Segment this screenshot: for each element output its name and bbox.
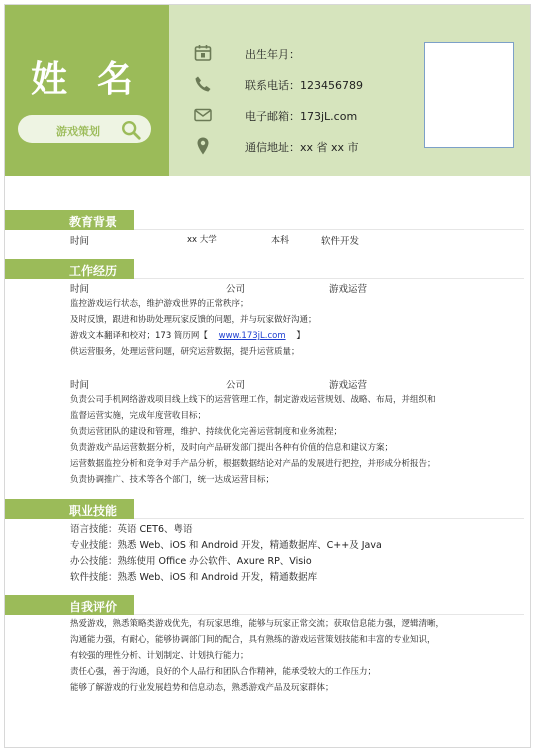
job1-duty: 供运营服务，处理运营问题，研究运营数据，提升运营质量； bbox=[70, 347, 300, 357]
calendar-icon bbox=[193, 43, 213, 63]
job1-company: 公司 bbox=[226, 284, 246, 295]
job2-duty: 负责协调推广、技术等各个部门，统一达成运营目标； bbox=[70, 475, 275, 485]
job1-duty-prefix: 游戏文本翻译和校对；173 简历网【 bbox=[70, 331, 208, 341]
job1-duty-link-line bbox=[70, 329, 305, 341]
search-icon bbox=[120, 119, 142, 141]
section-title-skills: 职业技能 bbox=[69, 504, 118, 518]
job2-company: 公司 bbox=[226, 380, 246, 391]
divider bbox=[134, 614, 524, 615]
section-work bbox=[5, 259, 134, 279]
job-title-pill bbox=[18, 115, 151, 143]
birth-text: 出生年月： bbox=[245, 48, 300, 61]
phone-icon bbox=[193, 74, 213, 94]
job2-role: 游戏运营 bbox=[329, 380, 368, 391]
job1-role: 游戏运营 bbox=[329, 284, 368, 295]
self-eval-line: 沟通能力强，有耐心，能够协调部门间的配合，具有熟练的游戏运营策划技能和丰富的专业知识， bbox=[70, 635, 436, 645]
skill-item: 软件技能：熟悉 Web、iOS 和 Android 开发，精通数据库 bbox=[70, 572, 318, 583]
self-eval-line: 责任心强，善于沟通，良好的个人品行和团队合作精神，能承受较大的工作压力； bbox=[70, 667, 377, 677]
job2-time: 时间 bbox=[70, 380, 90, 391]
resume-site-link[interactable]: www.173jL.com bbox=[218, 331, 286, 341]
resume-page bbox=[4, 4, 531, 748]
job1-time: 时间 bbox=[70, 284, 90, 295]
job1-duty: 监控游戏运行状态，维护游戏世界的正常秩序； bbox=[70, 299, 249, 309]
skill-item: 办公技能：熟练使用 Office 办公软件、Axure RP、Visio bbox=[70, 556, 312, 567]
divider bbox=[134, 278, 524, 279]
name-block bbox=[5, 5, 169, 176]
job2-duty: 负责运营团队的建设和管理，维护、持续优化完善运营制度和业务流程； bbox=[70, 427, 343, 437]
section-skills bbox=[5, 499, 134, 519]
address-text: 通信地址：xx 省 xx 市 bbox=[245, 141, 359, 154]
divider bbox=[134, 518, 524, 519]
edu-school: xx 大学 bbox=[187, 235, 217, 245]
person-name: 姓名 bbox=[30, 59, 163, 100]
job2-duty: 负责公司手机网络游戏项目线上线下的运营管理工作，制定游戏运营规划、战略、布局，并组织和 bbox=[70, 395, 436, 405]
job2-duty: 运营数据监控分析和竞争对手产品分析，根据数据结论对产品的发展进行把控，并形成分析报告； bbox=[70, 459, 436, 469]
job-title: 游戏策划 bbox=[56, 125, 100, 138]
job1-duty: 及时反馈，跟进和协助处理玩家反馈的问题，并与玩家做好沟通； bbox=[70, 315, 317, 325]
job2-duty: 监督运营实施，完成年度营收目标； bbox=[70, 411, 207, 421]
self-eval-line: 有较强的理性分析、计划制定、计划执行能力； bbox=[70, 651, 249, 661]
photo-placeholder bbox=[424, 42, 514, 148]
edu-degree: 本科 bbox=[271, 236, 290, 246]
mail-icon bbox=[193, 105, 213, 125]
edu-major: 软件开发 bbox=[321, 236, 360, 247]
skill-item: 专业技能：熟悉 Web、iOS 和 Android 开发，精通数据库、C++及 Java bbox=[70, 540, 382, 551]
email-text: 电子邮箱：173jL.com bbox=[245, 110, 358, 123]
self-eval-line: 能够了解游戏的行业发展趋势和信息动态，熟悉游戏产品及玩家群体； bbox=[70, 683, 334, 693]
self-eval-line: 热爱游戏，熟悉策略类游戏优先，有玩家思维，能够与玩家正常交流；获取信息能力强，逻辑清晰， bbox=[70, 619, 445, 629]
phone-text: 联系电话：123456789 bbox=[245, 79, 363, 92]
section-self-evaluation bbox=[5, 595, 134, 615]
edu-time: 时间 bbox=[70, 236, 90, 247]
section-title-self-evaluation: 自我评价 bbox=[69, 600, 118, 614]
section-education bbox=[5, 210, 134, 230]
header bbox=[5, 5, 531, 176]
section-title-education: 教育背景 bbox=[69, 215, 118, 229]
job1-duty-suffix: 】 bbox=[296, 331, 305, 341]
section-title-work: 工作经历 bbox=[69, 264, 118, 278]
skill-item: 语言技能：英语 CET6、粤语 bbox=[70, 524, 193, 535]
location-pin-icon bbox=[193, 136, 213, 156]
divider bbox=[134, 229, 524, 230]
job2-duty: 负责游戏产品运营数据分析，及时向产品研发部门提出各种有价值的信息和建议方案； bbox=[70, 443, 394, 453]
